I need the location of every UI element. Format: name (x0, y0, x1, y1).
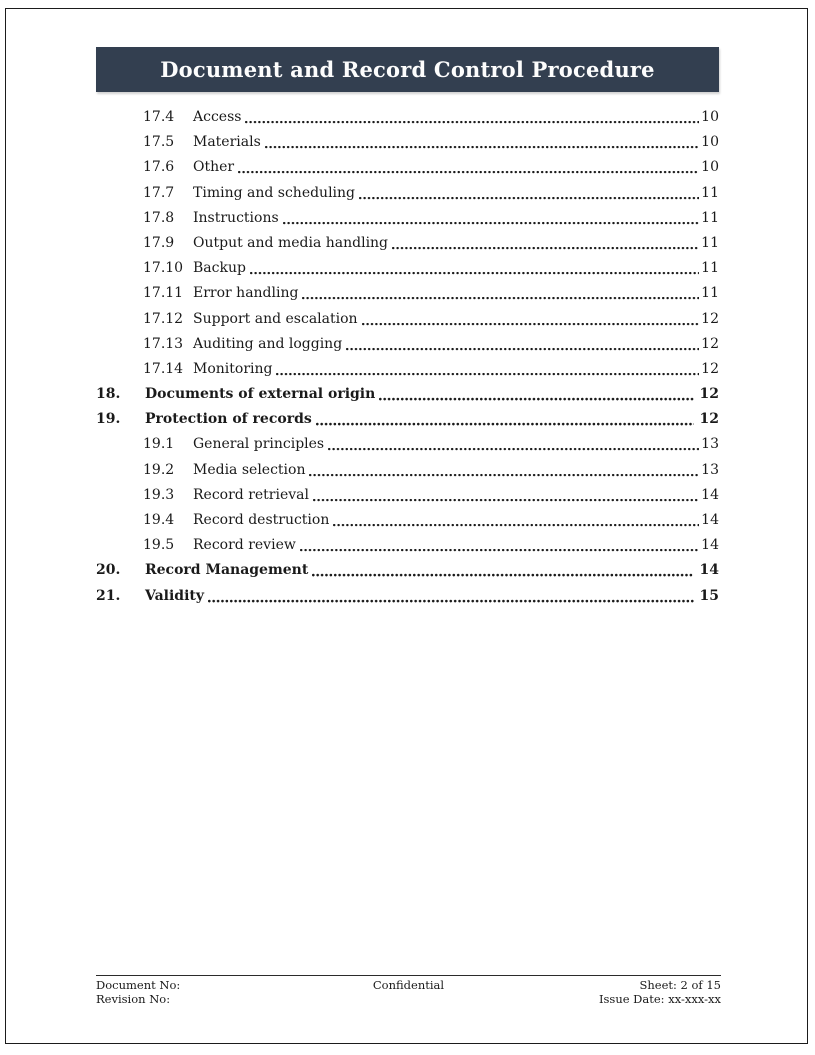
revision-no-label: Revision No: (96, 991, 171, 1006)
toc-entry[interactable] (96, 357, 719, 382)
document-header-banner (96, 47, 719, 92)
toc-entry[interactable] (96, 533, 719, 558)
toc-leader-dots (312, 558, 693, 583)
toc-entry-label: Protection of records (145, 411, 312, 428)
toc-entry-number: 17.14 (143, 360, 184, 377)
toc-entry-page: 14 (701, 512, 719, 528)
toc-entry-number: 19.5 (143, 537, 175, 554)
toc-entry[interactable] (96, 483, 719, 508)
toc-leader-dots (276, 357, 699, 382)
toc-entry[interactable] (96, 407, 719, 432)
toc-entry-number: 19.2 (143, 461, 175, 478)
toc-entry-label: Record Management (145, 562, 309, 579)
toc-entry-label: Materials (193, 134, 261, 151)
toc-entry-number: 17.12 (143, 310, 184, 327)
toc-entry-label: General principles (193, 436, 325, 453)
toc-entry-number: 17.10 (143, 260, 184, 277)
toc-entry-label: Timing and scheduling (193, 184, 356, 201)
toc-entry-label: Monitoring (193, 360, 273, 377)
toc-leader-dots (346, 332, 699, 357)
toc-leader-dots (359, 181, 699, 206)
toc-entry-label: Output and media handling (193, 234, 389, 251)
toc-leader-dots (283, 206, 700, 231)
toc-entry-page: 12 (701, 310, 719, 327)
toc-leader-dots (245, 105, 699, 130)
toc-entry-page: 10 (701, 109, 719, 125)
toc-entry-page: 12 (701, 335, 719, 352)
toc-entry[interactable] (96, 307, 719, 332)
toc-entry-number: 17.4 (143, 109, 175, 125)
toc-leader-dots (328, 432, 699, 457)
toc-entry-page: 11 (701, 285, 719, 302)
toc-entry[interactable] (96, 584, 719, 609)
document-no-label: Document No: (96, 978, 181, 992)
toc-leader-dots (208, 584, 694, 609)
toc-entry-page: 11 (701, 234, 719, 251)
toc-entry-number: 19.1 (143, 436, 175, 453)
toc-entry-number: 17.11 (143, 285, 184, 302)
toc-leader-dots (379, 382, 693, 407)
toc-entry-label: Record destruction (193, 512, 330, 528)
toc-entry-label: Support and escalation (193, 310, 358, 327)
toc-entry[interactable] (96, 130, 719, 155)
toc-entry-label: Auditing and logging (193, 335, 343, 352)
toc-entry[interactable] (96, 206, 719, 231)
toc-entry[interactable] (96, 105, 719, 130)
toc-leader-dots (362, 307, 700, 332)
toc-entry-page: 10 (701, 159, 719, 176)
toc-entry-label: Backup (193, 260, 246, 277)
toc-leader-dots (392, 231, 699, 256)
toc-entry-number: 19.4 (143, 512, 175, 528)
toc-entry-number: 17.9 (143, 234, 175, 251)
footer-right (513, 979, 721, 1006)
toc-leader-dots (333, 508, 699, 533)
confidential-label: Confidential (372, 978, 445, 992)
toc-entry-page: 11 (701, 184, 719, 201)
toc-entry[interactable] (96, 231, 719, 256)
toc-entry-page: 12 (701, 360, 719, 377)
toc-entry-page: 14 (701, 486, 719, 503)
toc-entry[interactable] (96, 458, 719, 483)
toc-entry-page: 12 (699, 411, 719, 428)
toc-leader-dots (302, 281, 699, 306)
toc-entry[interactable] (96, 256, 719, 281)
toc-leader-dots (238, 155, 699, 180)
toc-entry[interactable] (96, 332, 719, 357)
toc-entry-number: 19. (96, 411, 121, 428)
toc-entry-label: Validity (145, 587, 204, 604)
document-page (5, 8, 808, 1044)
toc-leader-dots (250, 256, 699, 281)
toc-entry-page: 14 (699, 562, 719, 579)
toc-entry-number: 18. (96, 386, 121, 403)
toc-entry-label: Error handling (193, 285, 299, 302)
toc-entry-label: Media selection (193, 461, 306, 478)
toc-list (96, 105, 719, 609)
toc-entry[interactable] (96, 155, 719, 180)
toc-entry-page: 12 (699, 386, 719, 403)
toc-leader-dots (316, 407, 694, 432)
footer-center (304, 979, 512, 1006)
toc-entry-number: 19.3 (143, 486, 175, 503)
toc-entry-number: 17.7 (143, 184, 175, 201)
toc-entry[interactable] (96, 558, 719, 583)
toc-entry-page: 15 (699, 587, 719, 604)
toc-entry[interactable] (96, 432, 719, 457)
toc-entry-page: 13 (701, 461, 719, 478)
toc-leader-dots (309, 458, 699, 483)
toc-entry-page: 14 (701, 537, 719, 554)
toc-entry-number: 17.5 (143, 134, 175, 151)
toc-leader-dots (313, 483, 699, 508)
toc-entry-label: Access (193, 109, 242, 125)
toc-entry-label: Documents of external origin (145, 386, 376, 403)
toc-entry[interactable] (96, 181, 719, 206)
sheet-label: Sheet: 2 of 15 (639, 978, 721, 992)
page-footer (96, 975, 721, 1006)
toc-entry-page: 11 (701, 260, 719, 277)
toc-entry-number: 17.8 (143, 209, 175, 226)
issue-date-label: Issue Date: xx-xxx-xx (598, 991, 721, 1006)
toc-leader-dots (300, 533, 699, 558)
toc-entry[interactable] (96, 508, 719, 533)
toc-entry[interactable] (96, 382, 719, 407)
toc-entry-page: 11 (701, 209, 719, 226)
toc-entry-number: 17.6 (143, 159, 175, 176)
toc-entry-number: 20. (96, 562, 121, 579)
toc-entry-label: Record review (193, 537, 296, 554)
toc-leader-dots (265, 130, 699, 155)
toc-entry-page: 10 (701, 134, 719, 151)
toc-entry-label: Instructions (193, 209, 279, 226)
toc-entry[interactable] (96, 281, 719, 306)
toc-entry-number: 17.13 (143, 335, 184, 352)
toc-entry-number: 21. (96, 587, 121, 604)
toc-entry-label: Other (193, 159, 235, 176)
document-title: Document and Record Control Procedure (160, 57, 655, 82)
toc-entry-label: Record retrieval (193, 486, 309, 503)
footer-left (96, 979, 304, 1006)
toc-entry-page: 13 (701, 436, 719, 453)
